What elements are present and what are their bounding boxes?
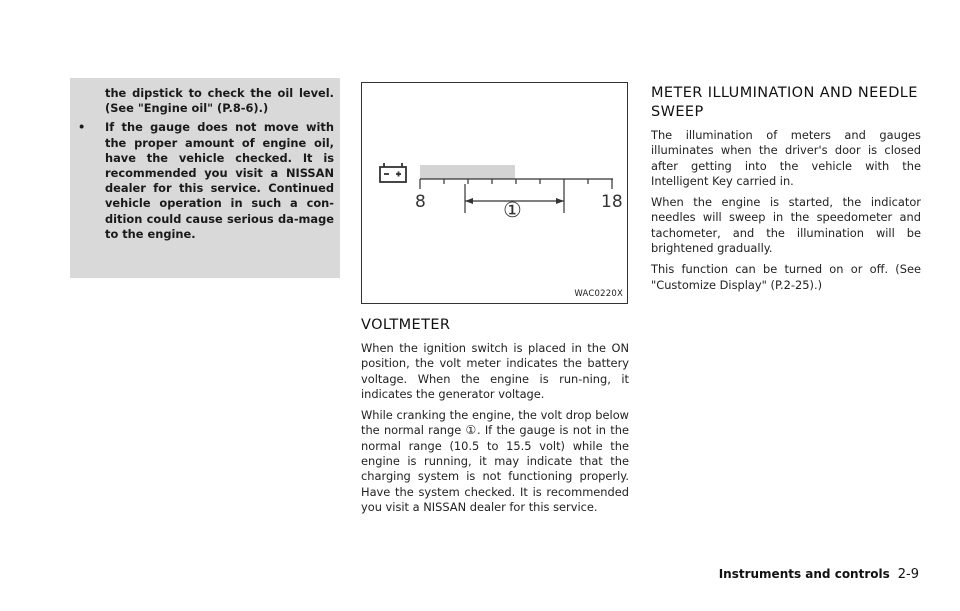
range-arrow-right bbox=[556, 198, 564, 204]
meter-illumination-section bbox=[651, 84, 921, 299]
range-marker: ① bbox=[503, 198, 522, 222]
page-footer bbox=[719, 567, 919, 582]
gauge-max-label: 18 bbox=[601, 192, 623, 212]
voltmeter-paragraph-2 bbox=[361, 408, 629, 515]
voltmeter-figure bbox=[361, 82, 628, 304]
footer-section-title: Instruments and controls bbox=[718, 567, 890, 581]
voltmeter-section bbox=[361, 316, 629, 521]
voltmeter-p2-before: While cranking the engine, the volt drop below the normal range bbox=[361, 408, 629, 438]
warning-continuation: the dipstick to check the oil level. (See "Engine oil" (P.8-6).) bbox=[105, 86, 334, 116]
voltmeter-diagram bbox=[362, 83, 627, 303]
voltmeter-paragraph-1: When the ignition switch is placed in the ON position, the volt meter indicates the battery voltage. When the engine is run-ning, it indicates the generator voltage. bbox=[361, 341, 629, 401]
meter-illumination-paragraph-3: This function can be turned on or off. (See "Customize Display" (P.2-25).) bbox=[651, 262, 921, 292]
warning-bullet-text: If the gauge does not move with the proper amount of engine oil, have the vehicle checked. It is recommended you visit a NISSAN dealer for this service. Continued vehicle operation in such a con-dition could cause serious da-mage to the engine. bbox=[105, 120, 334, 241]
meter-illumination-heading: METER ILLUMINATION AND NEEDLE SWEEP bbox=[651, 85, 918, 120]
voltmeter-p2-after: . If the gauge is not in the normal range (10.5 to 15.5 volt) while the engine is running, it may indicate that the charging system is not functioning properly. Have the system checked. It is recommended you visit a NISSAN dealer for this service. bbox=[361, 423, 629, 514]
meter-illumination-paragraph-2: When the engine is started, the indicator needles will sweep in the speedometer and tachometer, and the illumination will be brightened gradually. bbox=[651, 195, 921, 256]
figure-code: WAC0220X bbox=[574, 289, 623, 299]
warning-bullet bbox=[78, 120, 334, 242]
voltmeter-heading: VOLTMETER bbox=[361, 317, 451, 333]
warning-text bbox=[78, 86, 334, 242]
page-number: 2-9 bbox=[897, 567, 919, 582]
gauge-min-label: 8 bbox=[415, 192, 426, 212]
voltmeter-p2-marker: ① bbox=[465, 423, 477, 438]
gauge-fill bbox=[420, 165, 515, 179]
battery-icon bbox=[380, 163, 406, 182]
meter-illumination-paragraph-1: The illumination of meters and gauges illuminates when the driver's door is closed after getting into the vehicle with the Intelligent Key carried in. bbox=[651, 128, 921, 188]
bullet-symbol: • bbox=[78, 120, 86, 135]
range-arrow-left bbox=[465, 198, 473, 204]
